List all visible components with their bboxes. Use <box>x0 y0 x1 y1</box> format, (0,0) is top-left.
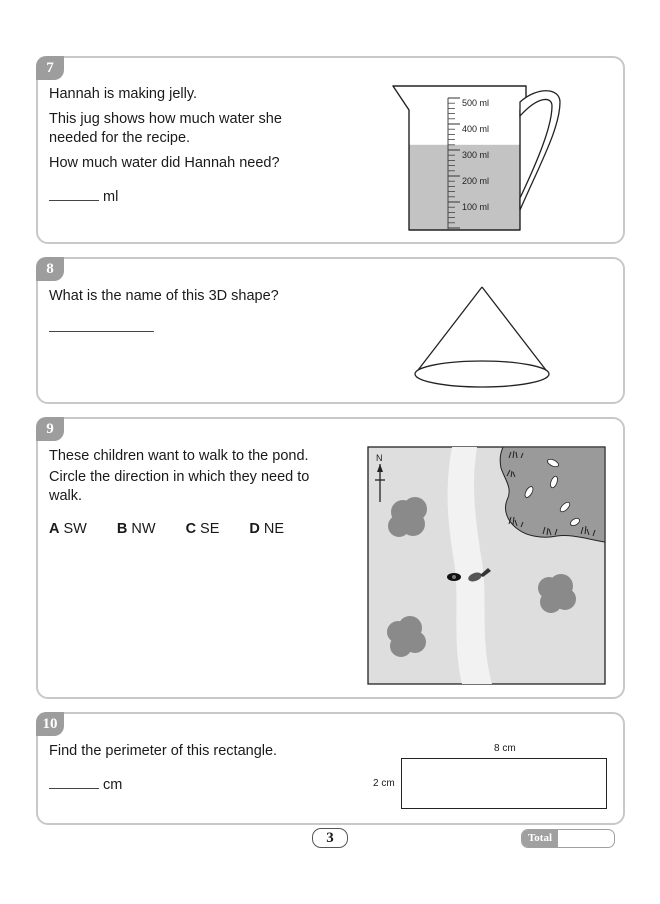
jug-scale-label: 400 ml <box>462 124 490 134</box>
question-text: Hannah is making jelly. <box>49 86 198 102</box>
answer-options <box>49 520 310 539</box>
bush <box>538 574 576 613</box>
question-9-card <box>36 417 625 699</box>
question-text: Circle the direction in which they need to walk. <box>49 469 310 504</box>
question-text: These children want to walk to the pond. <box>49 448 309 464</box>
option-d[interactable]: D NE <box>249 521 285 537</box>
answer-line[interactable] <box>49 776 122 795</box>
question-10-card <box>36 712 625 825</box>
jug-scale-label: 100 ml <box>462 202 490 212</box>
answer-line[interactable] <box>49 331 154 332</box>
rectangle-shape <box>401 758 607 809</box>
option-b[interactable]: B NW <box>116 521 156 537</box>
park-map <box>367 446 607 686</box>
total-box[interactable] <box>521 829 615 848</box>
question-text: This jug shows how much water she needed for the recipe. <box>49 111 282 146</box>
jug-scale-label: 500 ml <box>462 98 490 108</box>
jug-handle <box>520 91 560 210</box>
option-c[interactable]: C SE <box>185 521 220 537</box>
jug-scale-label: 300 ml <box>462 150 490 160</box>
question-text: What is the name of this 3D shape? <box>49 288 279 304</box>
question-text: How much water did Hannah need? <box>49 155 280 171</box>
rectangle-height-label: 2 cm <box>373 778 395 789</box>
measuring-jug <box>388 80 578 236</box>
rectangle-width-label: 8 cm <box>494 743 516 754</box>
jug-scale-label: 200 ml <box>462 176 490 186</box>
answer-line[interactable] <box>49 188 118 207</box>
question-number: 10 <box>36 712 64 736</box>
page-number: 3 <box>312 828 348 848</box>
question-number: 7 <box>36 56 64 80</box>
total-label: Total <box>522 830 558 847</box>
question-text: Find the perimeter of this rectangle. <box>49 743 278 759</box>
compass-label: N <box>376 453 383 463</box>
answer-unit: cm <box>103 777 123 793</box>
question-7-card <box>36 56 625 244</box>
answer-unit: ml <box>103 189 119 205</box>
question-number: 8 <box>36 257 64 281</box>
question-number: 9 <box>36 417 64 441</box>
question-8-card <box>36 257 625 404</box>
cone-shape <box>412 285 552 395</box>
option-a[interactable]: A SW <box>49 521 87 537</box>
